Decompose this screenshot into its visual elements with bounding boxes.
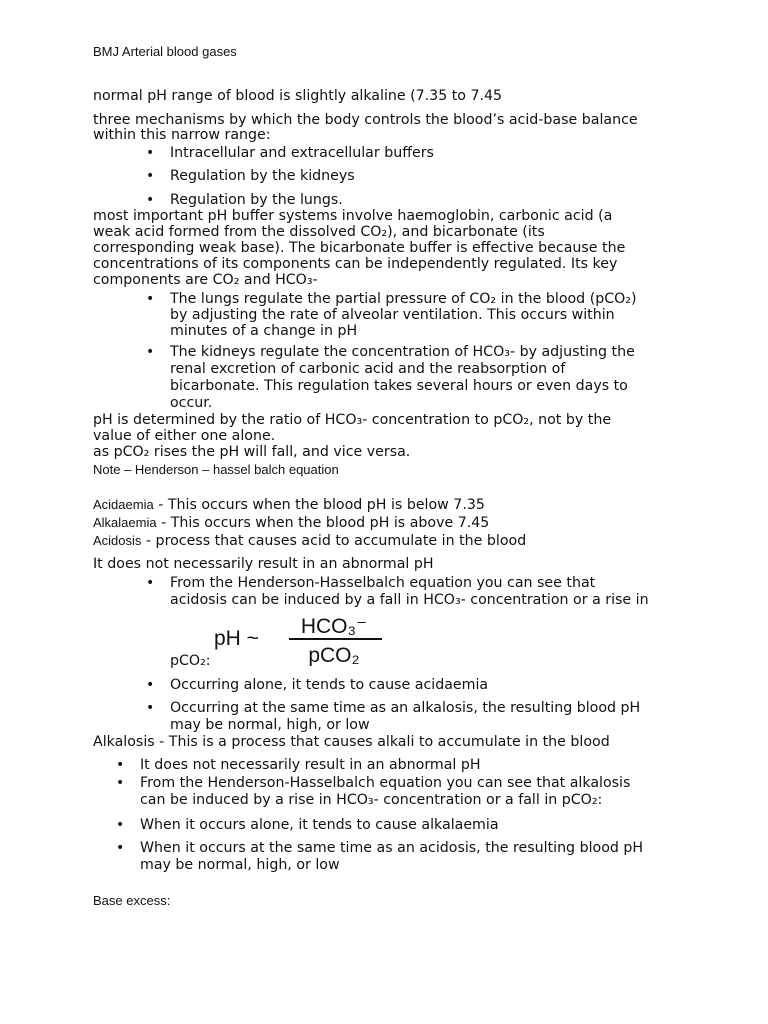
note-line: Note – Henderson – hassel balch equation	[93, 462, 339, 477]
formula-denominator: pCO₂	[308, 644, 360, 666]
list-item: Intracellular and extracellular buffers	[170, 145, 434, 161]
bullet-icon: •	[146, 700, 155, 716]
bullet-icon: •	[146, 291, 155, 307]
term-label: Acidaemia	[93, 497, 154, 512]
text-line: within this narrow range:	[93, 127, 271, 143]
list-item: When it occurs at the same time as an acidosis, the resulting blood pH	[140, 840, 644, 856]
list-item: Regulation by the lungs.	[170, 192, 343, 208]
list-item-continuation: may be normal, high, or low	[170, 717, 370, 733]
formula-lhs: pH ~	[214, 627, 259, 650]
list-item: When it occurs alone, it tends to cause alkalaemia	[140, 817, 499, 833]
text-line: components are CO₂ and HCO₃-	[93, 272, 318, 288]
text-line: normal pH range of blood is slightly alkaline (7.35 to 7.45	[93, 88, 503, 104]
bullet-icon: •	[146, 677, 155, 693]
definition-text: - This occurs when the blood pH is above 7.45	[156, 515, 490, 531]
list-item: From the Henderson-Hasselbalch equation you can see that alkalosis	[140, 775, 631, 791]
list-item-continuation: pCO₂:	[170, 653, 211, 669]
bullet-icon: •	[146, 575, 155, 591]
definition-text: - This occurs when the blood pH is below 7.35	[153, 497, 485, 513]
definition-acidaemia	[93, 497, 485, 514]
text-line: three mechanisms by which the body controls the blood’s acid-base balance	[93, 112, 638, 128]
list-item-continuation: by adjusting the rate of alveolar ventilation. This occurs within	[170, 307, 615, 323]
text-line: Alkalosis - This is a process that causes alkali to accumulate in the blood	[93, 734, 610, 750]
definition-alkalaemia	[93, 515, 489, 532]
bullet-icon: •	[116, 840, 125, 856]
text-line: as pCO₂ rises the pH will fall, and vice versa.	[93, 444, 411, 460]
term-label: Acidosis	[93, 533, 142, 548]
list-item-continuation: acidosis can be induced by a fall in HCO₃- concentration or a rise in	[170, 592, 649, 608]
list-item: The lungs regulate the partial pressure of CO₂ in the blood (pCO₂)	[170, 291, 637, 307]
list-item-continuation: renal excretion of carbonic acid and the reabsorption of	[170, 361, 566, 377]
list-item-continuation: may be normal, high, or low	[140, 857, 340, 873]
formula-numerator: HCO₃⁻	[300, 615, 368, 638]
bullet-icon: •	[116, 775, 125, 791]
text-line: most important pH buffer systems involve haemoglobin, carbonic acid (a	[93, 208, 613, 224]
bullet-icon: •	[146, 145, 155, 161]
list-item: Occurring alone, it tends to cause acidaemia	[170, 677, 489, 693]
text-line: value of either one alone.	[93, 428, 276, 444]
list-item-continuation: occur.	[170, 395, 213, 411]
term-label: Alkalaemia	[93, 515, 157, 530]
text-line: weak acid formed from the dissolved CO₂), and bicarbonate (its	[93, 224, 545, 240]
list-item: From the Henderson-Hasselbalch equation you can see that	[170, 575, 596, 591]
bullet-icon: •	[116, 757, 125, 773]
text-line: corresponding weak base). The bicarbonate buffer is effective because the	[93, 240, 626, 256]
list-item: Regulation by the kidneys	[170, 168, 355, 184]
list-item: The kidneys regulate the concentration of HCO₃- by adjusting the	[170, 344, 635, 360]
list-item: Occurring at the same time as an alkalosis, the resulting blood pH	[170, 700, 641, 716]
text-line: concentrations of its components can be independently regulated. Its key	[93, 256, 618, 272]
list-item: It does not necessarily result in an abnormal pH	[140, 757, 481, 773]
definition-acidosis	[93, 533, 526, 550]
definition-text: - process that causes acid to accumulate in the blood	[141, 533, 527, 549]
text-line: pH is determined by the ratio of HCO₃- concentration to pCO₂, not by the	[93, 412, 612, 428]
section-heading: Base excess:	[93, 893, 171, 908]
henderson-hasselbalch-formula	[214, 612, 384, 666]
list-item-continuation: can be induced by a rise in HCO₃- concentration or a fall in pCO₂:	[140, 792, 603, 808]
bullet-icon: •	[146, 168, 155, 184]
text-line: It does not necessarily result in an abnormal pH	[93, 556, 434, 572]
bullet-icon: •	[146, 344, 155, 360]
bullet-icon: •	[146, 192, 155, 208]
bullet-icon: •	[116, 817, 125, 833]
document-header: BMJ Arterial blood gases	[93, 44, 237, 59]
list-item-continuation: bicarbonate. This regulation takes several hours or even days to	[170, 378, 628, 394]
list-item-continuation: minutes of a change in pH	[170, 323, 358, 339]
